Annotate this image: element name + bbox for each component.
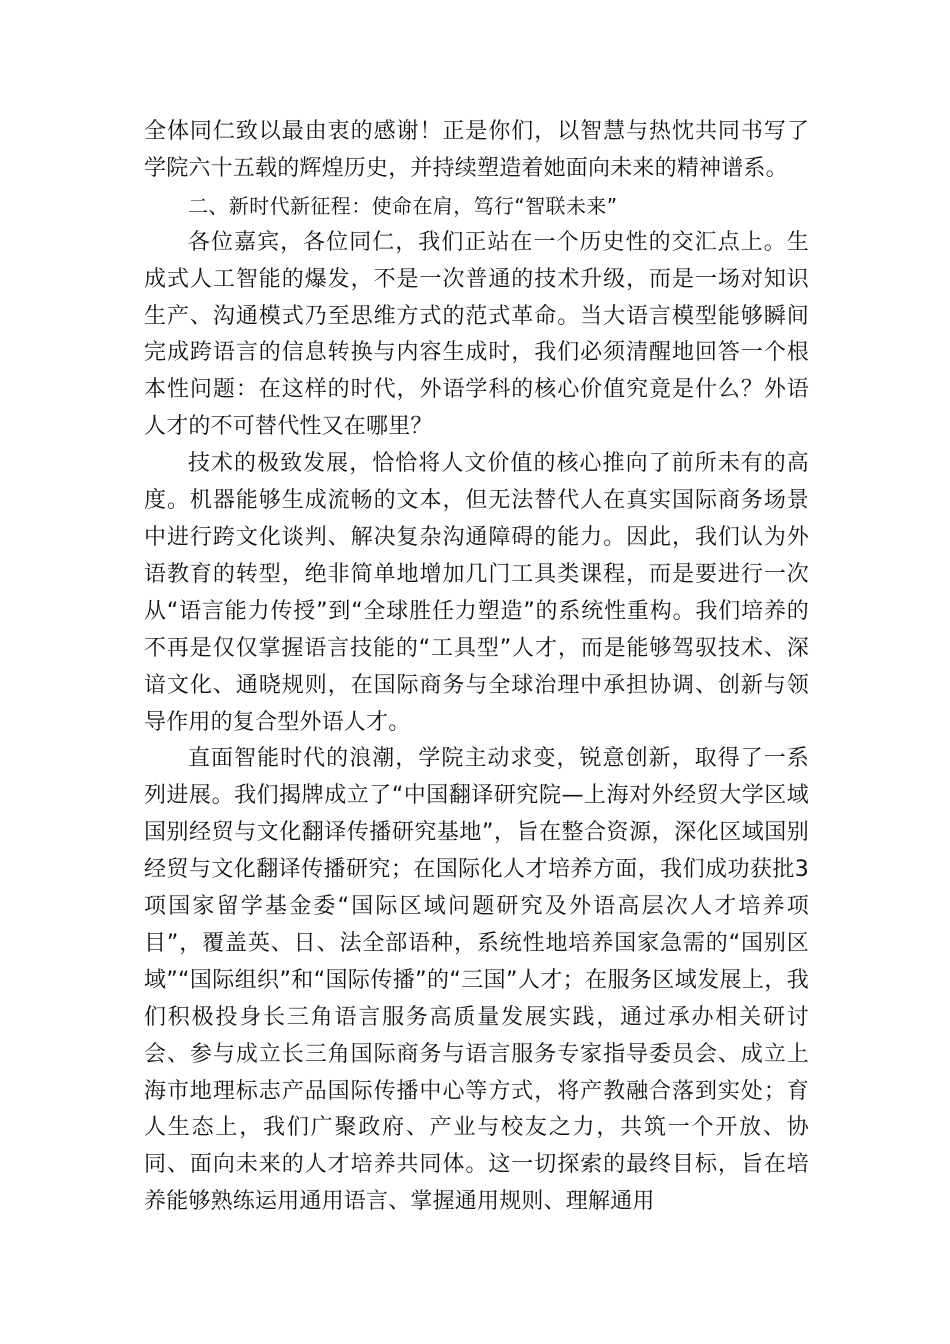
- document-body: [144, 114, 809, 1221]
- section-heading: 二、新时代新征程：使命在肩，笃行“智联未来”: [188, 193, 618, 218]
- paragraph: 直面智能时代的浪潮，学院主动求变，锐意创新，取得了一系列进展。我们揭牌成立了“中国翻译研究院—上海对外经贸大学区域国别经贸与文化翻译传播研究基地”，旨在整合资源，深化区域国别经贸与文化翻译传播研究；在国际化人才培养方面，我们成功获批3项国家留学基金委“国际区域问题研究及外语高层次人才培养项目”，覆盖英、日、法全部语种，系统性地培养国家急需的“国别区域”“国际组织”和“国际传播”的“三国”人才；在服务区域发展上，我们积极投身长三角语言服务高质量发展实践，通过承办相关研讨会、参与成立长三角国际商务与语言服务专家指导委员会、成立上海市地理标志产品国际传播中心等方式，将产教融合落到实处；育人生态上，我们广聚政府、产业与校友之力，共筑一个开放、协同、面向未来的人才培养共同体。这一切探索的最终目标，旨在培养能够熟练运用通用语言、掌握通用规则、理解通用: [144, 746, 809, 1215]
- paragraph-continuation: 全体同仁致以最由衷的感谢！正是你们，以智慧与热忱共同书写了学院六十五载的辉煌历史，并持续塑造着她面向未来的精神谱系。: [144, 119, 809, 181]
- paragraph: 技术的极致发展，恰恰将人文价值的核心推向了前所未有的高度。机器能够生成流畅的文本，但无法替代人在真实国际商务场景中进行跨文化谈判、解决复杂沟通障碍的能力。因此，我们认为外语教育的转型，绝非简单地增加几门工具类课程，而是要进行一次从“语言能力传授”到“全球胜任力塑造”的系统性重构。我们培养的不再是仅仅掌握语言技能的“工具型”人才，而是能够驾驭技术、深谙文化、通晓规则，在国际商务与全球治理中承担协调、创新与领导作用的复合型外语人才。: [144, 451, 809, 735]
- paragraph: 各位嘉宾，各位同仁，我们正站在一个历史性的交汇点上。生成式人工智能的爆发，不是一次普通的技术升级，而是一场对知识生产、沟通模式乃至思维方式的范式革命。当大语言模型能够瞬间完成跨语言的信息转换与内容生成时，我们必须清醒地回答一个根本性问题：在这样的时代，外语学科的核心价值究竟是什么？外语人才的不可替代性又在哪里？: [144, 229, 809, 440]
